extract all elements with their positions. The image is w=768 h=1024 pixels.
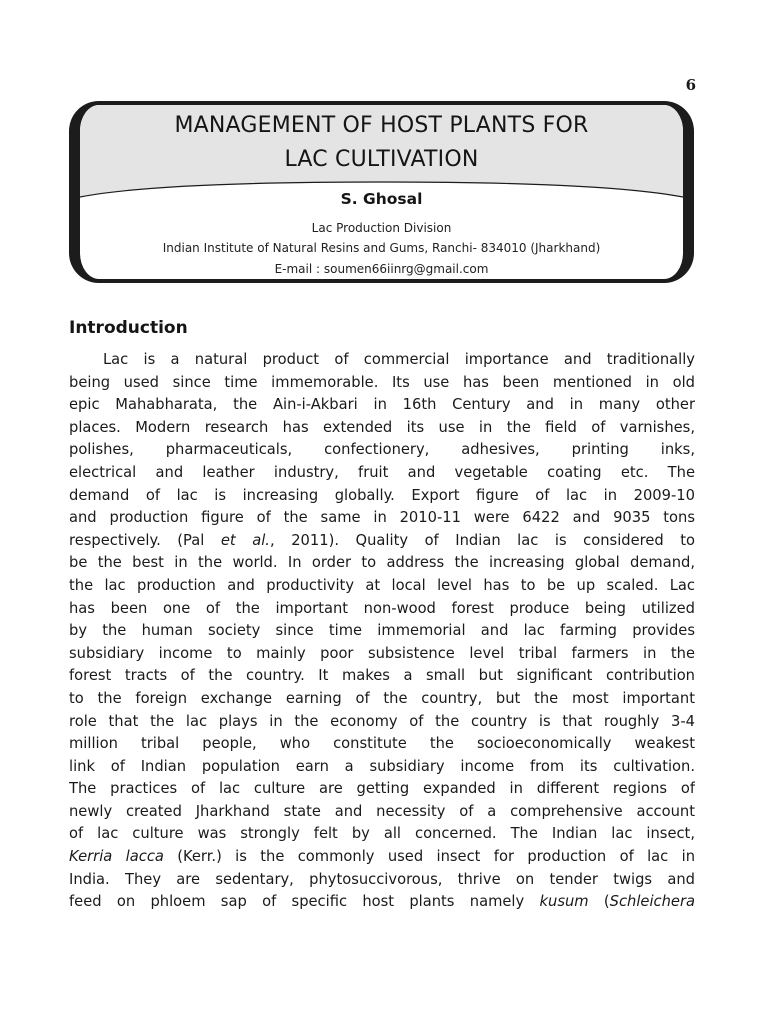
text-line: the lac production and productivity at local level has to be up scaled. Lac — [69, 576, 695, 594]
text-line: be the best in the world. In order to address the increasing global demand, — [69, 554, 695, 572]
chapter-title-line-1: MANAGEMENT OF HOST PLANTS FOR — [174, 113, 589, 138]
text-line: role that the lac plays in the economy of the country is that roughly 3-4 — [69, 712, 695, 730]
text-line: Lac is a natural product of commercial importance and traditionally — [103, 351, 695, 368]
page-number: 6 — [685, 76, 696, 94]
text-line: and production figure of the same in 2010-11 were 6422 and 9035 tons — [69, 509, 695, 527]
author-division: Lac Production Division — [311, 221, 452, 235]
text-line: by the human society since time immemorial and lac farming provides — [69, 622, 695, 640]
text-line: forest tracts of the country. It makes a small but significant contribution — [69, 667, 695, 685]
text-line: to the foreign exchange earning of the country, but the most important — [69, 689, 695, 707]
author-institute: Indian Institute of Natural Resins and Gums, Ranchi- 834010 (Jharkhand) — [162, 241, 601, 255]
text-line: newly created Jharkhand state and necessity of a comprehensive account — [69, 802, 695, 820]
introduction-paragraph — [69, 349, 695, 914]
text-line: demand of lac is increasing globally. Export figure of lac in 2009-10 — [69, 486, 695, 504]
italic-text: Kerria lacca — [69, 848, 164, 866]
text-line: electrical and leather industry, fruit and vegetable coating etc. The — [69, 463, 695, 481]
text-line: The practices of lac culture are getting expanded in different regions of — [69, 780, 695, 798]
text-line: India. They are sedentary, phytosuccivorous, thrive on tender twigs and — [69, 870, 695, 888]
text-line: subsidiary income to mainly poor subsistence level tribal farmers in the — [69, 644, 695, 662]
text-line: places. Modern research has extended its use in the field of varnishes, — [69, 418, 695, 436]
italic-text: kusum — [539, 893, 589, 911]
text-line: Kerria lacca (Kerr.) is the commonly used insect for production of lac in — [69, 848, 695, 866]
section-heading: Introduction — [69, 318, 188, 338]
text-line: respectively. (Pal et al., 2011). Quality of Indian lac is considered to — [69, 531, 695, 549]
text-line: has been one of the important non-wood forest produce being utilized — [69, 599, 695, 617]
author-email: E-mail : soumen66iinrg@gmail.com — [274, 262, 489, 276]
chapter-title-line-2: LAC CULTIVATION — [284, 147, 479, 172]
text-line: polishes, pharmaceuticals, confectionery, adhesives, printing inks, — [69, 441, 695, 459]
text-line: link of Indian population earn a subsidiary income from its cultivation. — [69, 757, 695, 775]
text-line: million tribal people, who constitute the socioeconomically weakest — [69, 735, 695, 753]
text-line: feed on phloem sap of specific host plants namely kusum (Schleichera — [69, 893, 695, 911]
author-name: S. Ghosal — [340, 190, 423, 208]
text-line: of lac culture was strongly felt by all concerned. The Indian lac insect, — [69, 825, 695, 843]
text-line: epic Mahabharata, the Ain-i-Akbari in 16th Century and in many other — [69, 396, 695, 414]
italic-text: et al. — [220, 531, 270, 549]
italic-text: Schleichera — [609, 893, 695, 911]
chapter-header-box — [69, 101, 694, 283]
text-line: being used since time immemorable. Its use has been mentioned in old — [69, 373, 695, 391]
